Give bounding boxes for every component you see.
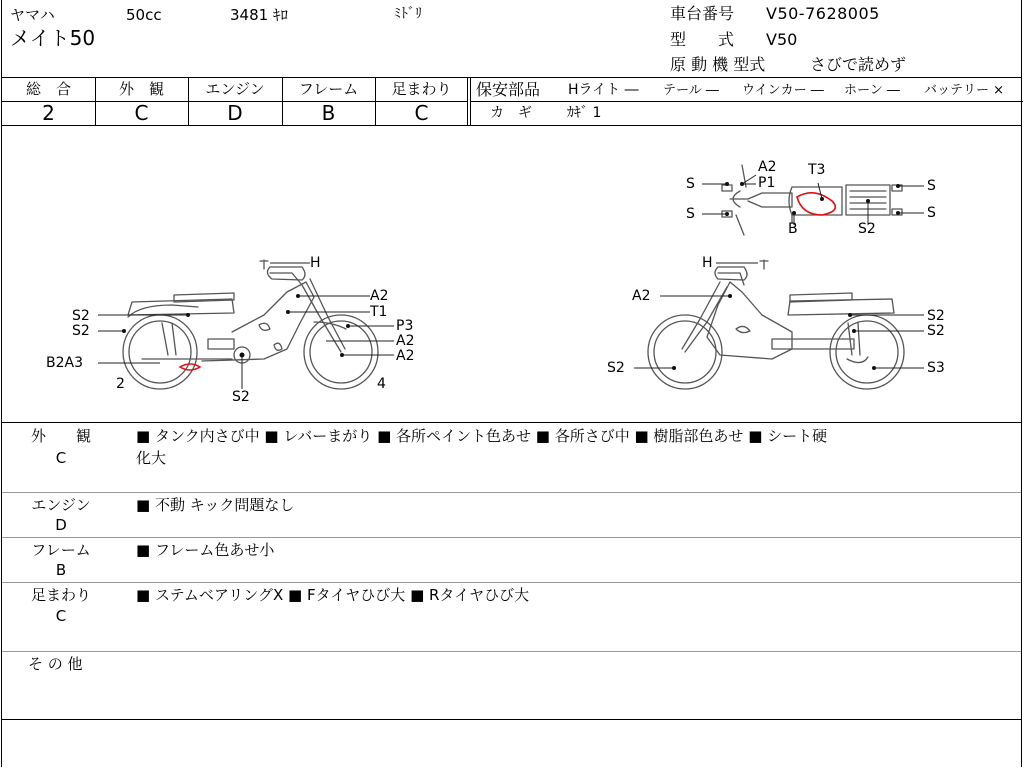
- remark-exterior-grade: C: [55, 449, 67, 467]
- grade-exterior-value: C: [134, 101, 149, 125]
- remark-frame-text: ■ フレーム色あせ小: [136, 541, 275, 559]
- right-s2-label: S2: [927, 323, 945, 339]
- divider: [2, 125, 1021, 126]
- frame-no: V50-7628005: [766, 4, 880, 23]
- top-s-label: S: [686, 206, 695, 222]
- grade-suspension-value: C: [414, 101, 429, 125]
- safety-item-horn: ホーン ―: [844, 83, 900, 98]
- left-p3-label: P3: [396, 318, 414, 334]
- remark-suspension-text: ■ ステムベアリングX ■ Fタイヤひび大 ■ Rタイヤひび大: [136, 586, 530, 604]
- type-value: V50: [766, 30, 798, 49]
- top-damage-mark: [797, 193, 835, 215]
- top-s2-label: S2: [858, 221, 876, 237]
- maker: ヤマハ: [10, 6, 55, 24]
- key-value: ｶｷﾞ 1: [567, 105, 602, 121]
- top-s-label: S: [927, 178, 936, 194]
- remark-exterior-text-cont: 化大: [136, 449, 167, 467]
- frame-no-label: 車台番号: [670, 4, 735, 23]
- right-h-label: H: [702, 255, 713, 271]
- remark-engine-label: エンジン: [31, 496, 91, 514]
- safety-item-winker: ウインカー ―: [742, 83, 824, 98]
- displacement: 50cc: [126, 6, 162, 24]
- left-side-scooter: [123, 260, 378, 389]
- key-label: カ ギ: [490, 105, 532, 121]
- engine-label: 原 動 機 型式: [670, 55, 766, 74]
- divider: [2, 719, 1021, 720]
- right-s3-label: S3: [927, 360, 945, 376]
- model-name: メイト50: [10, 26, 96, 50]
- left-number-label: 2: [116, 376, 125, 392]
- color: ﾐﾄﾞﾘ: [394, 6, 422, 22]
- remark-frame-label: フレーム: [31, 541, 91, 559]
- right-s2-label: S2: [927, 308, 945, 324]
- remark-other-label: そ の 他: [28, 655, 83, 673]
- safety-item-headlight: Hライト ―: [568, 82, 639, 98]
- grade-suspension-label: 足まわり: [391, 80, 452, 98]
- inspection-sheet: [1, 0, 1022, 767]
- engine-value: さびで読めず: [810, 55, 907, 74]
- right-s2-left-label: S2: [607, 360, 625, 376]
- divider: [2, 651, 1021, 652]
- divider: [2, 422, 1021, 423]
- mileage: 3481 ｷﾛ: [230, 6, 288, 24]
- divider: [2, 77, 1021, 78]
- left-s2-bottom-label: S2: [232, 389, 250, 405]
- remark-exterior-text: ■ タンク内さび中 ■ レバーまがり ■ 各所ペイント色あせ ■ 各所さび中 ■ 樹脂部色あせ ■ シート硬: [136, 427, 828, 445]
- type-label: 型 式: [670, 30, 735, 49]
- safety-item-battery: バッテリー ×: [924, 83, 1005, 98]
- remark-suspension-label: 足まわり: [30, 586, 91, 604]
- divider: [2, 582, 1021, 583]
- divider: [2, 537, 1021, 538]
- left-s2-label: S2: [72, 308, 90, 324]
- top-s-label: S: [927, 205, 936, 221]
- grade-engine-label: エンジン: [205, 80, 265, 98]
- grade-engine-value: D: [227, 101, 243, 125]
- safety-title: 保安部品: [476, 80, 541, 99]
- left-damage-mark: [180, 364, 200, 370]
- marker-dots: [122, 182, 900, 370]
- grade-frame-value: B: [321, 101, 336, 125]
- right-side-scooter: [648, 260, 904, 389]
- grade-overall-value: 2: [42, 101, 55, 125]
- left-b2a3-label: B2A3: [46, 355, 83, 371]
- safety-item-tail: テール ―: [663, 83, 719, 98]
- top-t3-label: T3: [808, 162, 826, 178]
- leader-lines: [98, 175, 924, 389]
- top-a2-label: A2: [758, 159, 777, 175]
- top-s-label: S: [686, 176, 695, 192]
- divider: [470, 101, 1023, 102]
- left-a2-label: A2: [370, 288, 389, 304]
- grade-exterior-label: 外 観: [118, 80, 164, 98]
- right-a2-label: A2: [632, 288, 651, 304]
- damage-diagram: [2, 127, 1023, 422]
- left-s2-label: S2: [72, 323, 90, 339]
- grade-overall-label: 総 合: [25, 80, 71, 98]
- remark-suspension-grade: C: [55, 607, 67, 625]
- left-a2-mid-label: A2: [396, 333, 415, 349]
- left-number-label: 4: [377, 376, 386, 392]
- divider: [2, 492, 1021, 493]
- remark-frame-grade: B: [55, 561, 67, 579]
- top-p1-label: P1: [758, 175, 776, 191]
- remark-engine-text: ■ 不動 キック問題なし: [136, 496, 295, 514]
- left-a2-low-label: A2: [396, 348, 415, 364]
- remark-engine-grade: D: [55, 516, 67, 534]
- top-b-label: B: [788, 221, 798, 237]
- scooter-drawings: [2, 127, 1023, 422]
- remark-exterior-label: 外 観: [30, 427, 91, 445]
- grade-frame-label: フレーム: [298, 80, 359, 98]
- left-h-label: H: [310, 255, 321, 271]
- left-t1-label: T1: [370, 304, 388, 320]
